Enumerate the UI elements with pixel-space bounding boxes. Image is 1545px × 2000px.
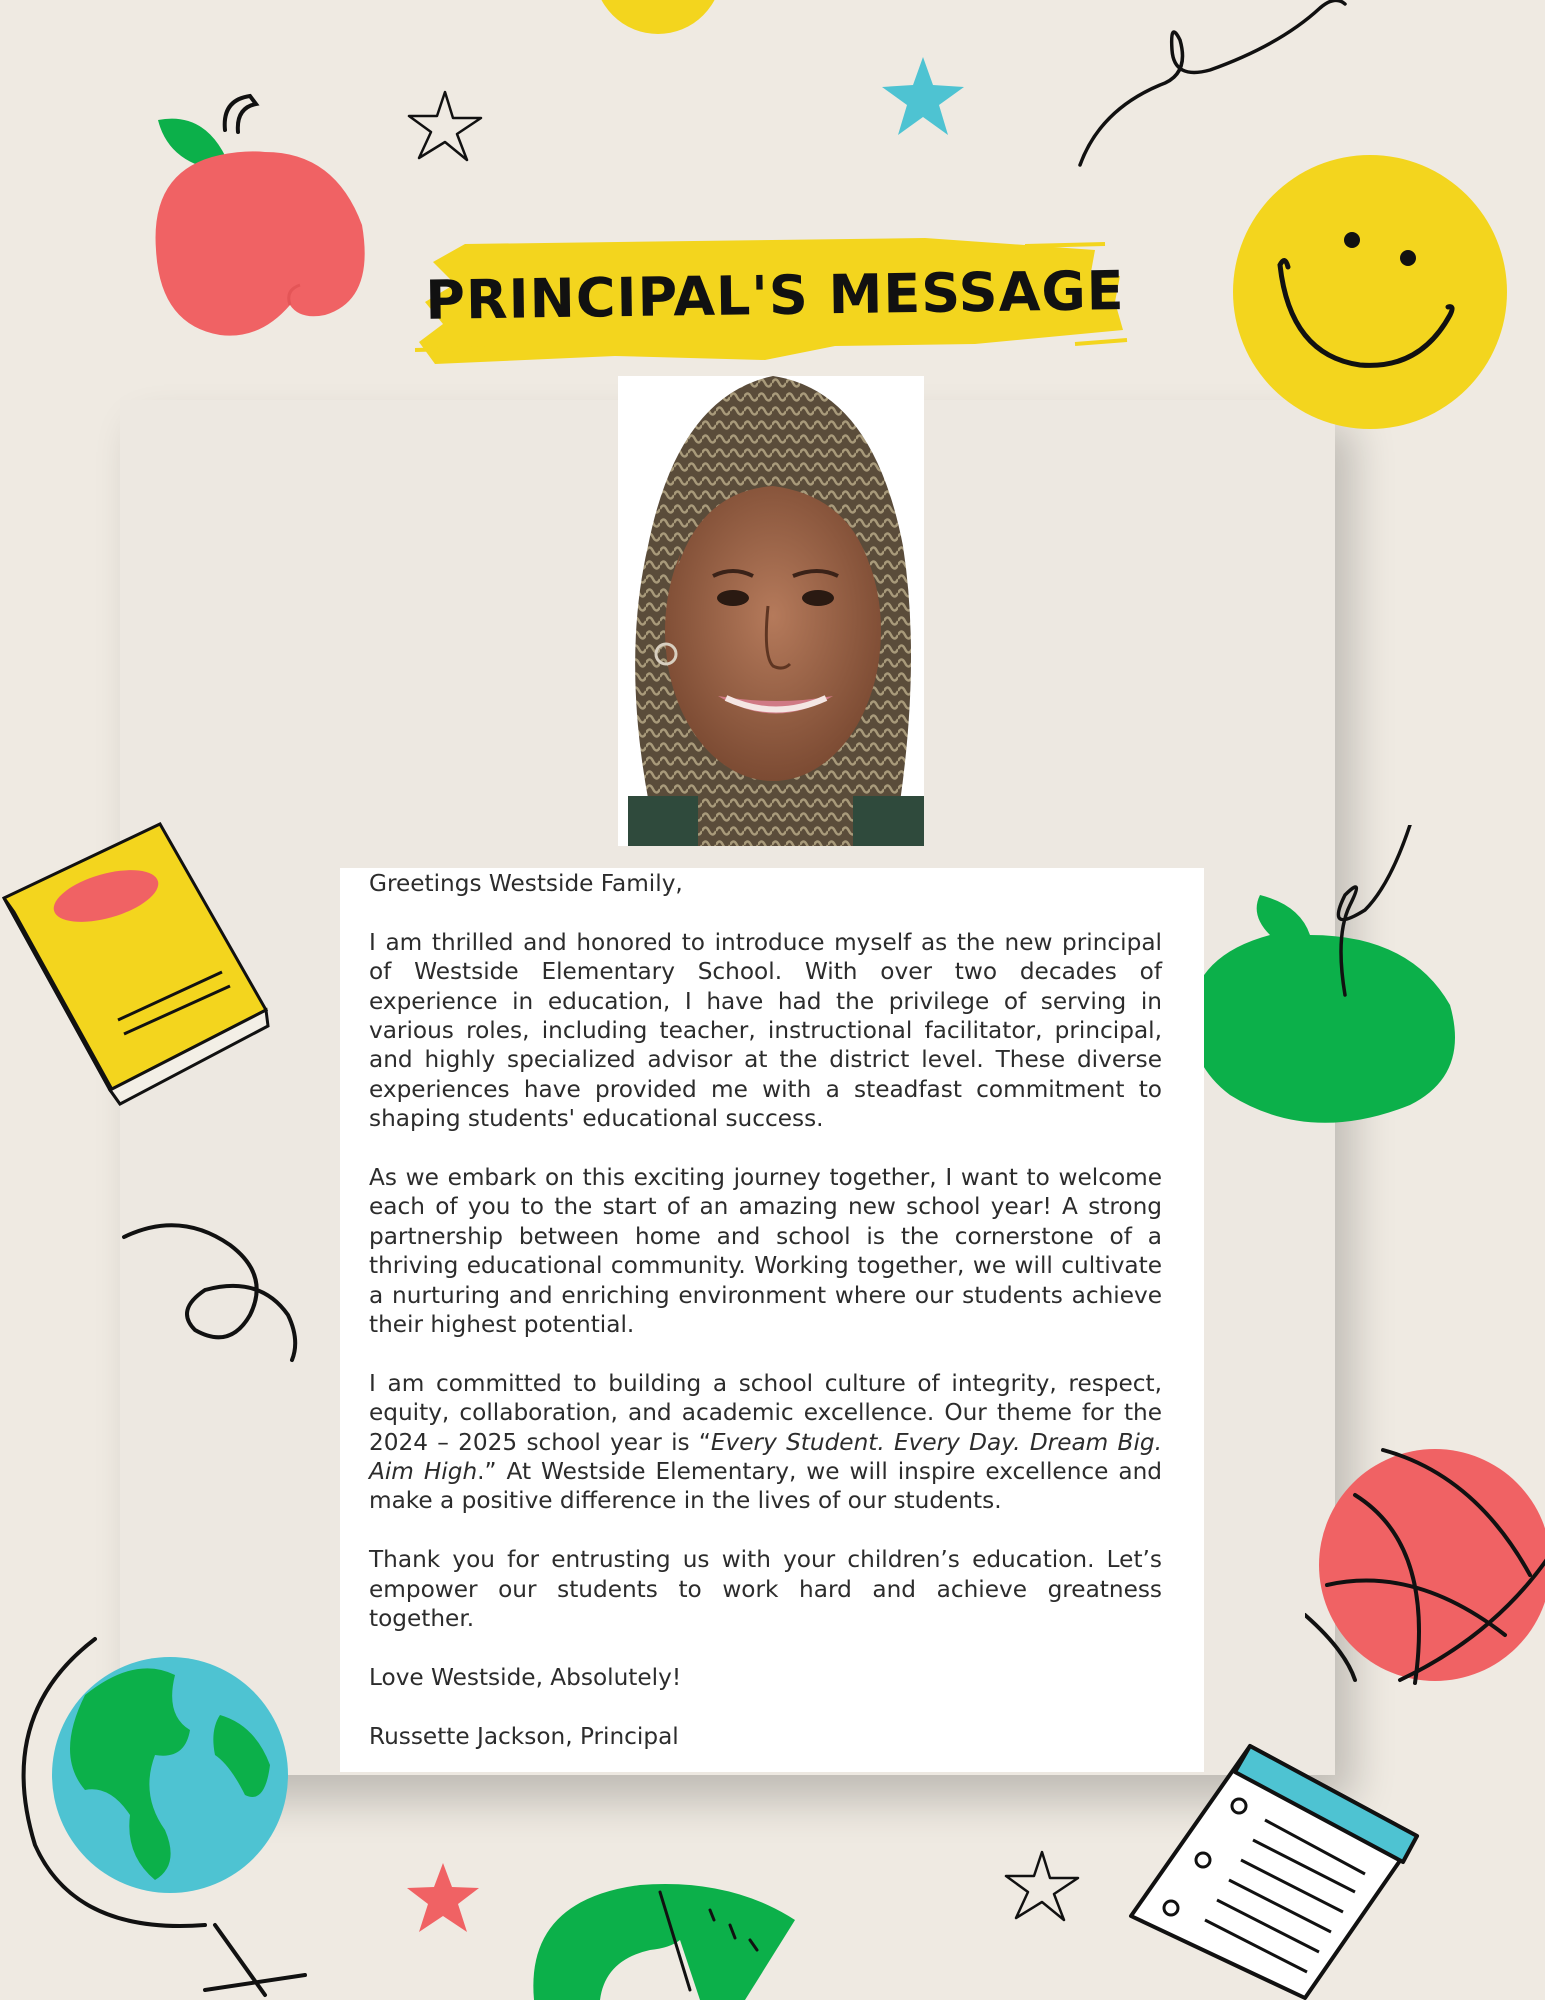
principal-photo [618, 376, 924, 846]
green-apple-icon [1190, 825, 1510, 1155]
star-red-icon [403, 1860, 483, 1935]
letter-paragraph-2: As we embark on this exciting journey together, I want to welcome each of you to the start of an amazing new school year! A strong partnership between home and school is the cornerstone of a thriving educational community. Working together, we will cultivate a nurturing and enriching environment where our students achieve their highest potential. [369, 1164, 1162, 1339]
star-blue-icon [878, 55, 968, 140]
letter-sign-off: Love Westside, Absolutely! [369, 1663, 682, 1691]
yellow-circle [590, 0, 726, 60]
letter-paragraph-3 [369, 1369, 1162, 1516]
letter-paragraph-4: Thank you for entrusting us with your children’s education. Let’s empower our students to work hard and achieve greatness together. [369, 1546, 1162, 1633]
smiley-face-icon [1230, 155, 1510, 435]
squiggle-line [1070, 0, 1350, 170]
basketball-icon [1305, 1435, 1545, 1685]
letter-paragraph-1: I am thrilled and honored to introduce myself as the new principal of Westside Elementary School. With over two decades of experience in education, I have had the privilege of serving in various roles, including teacher, instructional facilitator, principal, and highly specialized advisor at the district level. These diverse experiences have provided me with a steadfast commitment to shaping students' educational success. [369, 928, 1162, 1133]
school-year-theme: Every Student. Every Day. Dream Big. Aim High [369, 1428, 1162, 1486]
letter-body [340, 868, 1204, 1772]
star-outline-small-icon [1002, 1848, 1082, 1923]
page-title: PRINCIPAL'S MESSAGE [424, 259, 1125, 332]
letter-paragraph-3-after: .” At Westside Elementary, we will inspire excellence and make a positive difference in the lives of our students. [369, 1458, 1162, 1515]
swirl-line [120, 1215, 300, 1365]
apple-icon [150, 90, 370, 345]
globe-icon [15, 1635, 315, 2000]
letter-paragraph-3-before: I am committed to building a school culture of integrity, respect, equity, collaboration, and academic excellence. Our theme for the 2024 – 2025 school year is “ [369, 1369, 1162, 1456]
book-icon [0, 820, 275, 1120]
letter-greeting: Greetings Westside Family, [369, 870, 683, 897]
notepad-icon [1125, 1740, 1425, 2000]
protractor-icon [530, 1880, 800, 2000]
star-outline-icon [405, 88, 485, 163]
letter-signature: Russette Jackson, Principal [369, 1722, 679, 1750]
